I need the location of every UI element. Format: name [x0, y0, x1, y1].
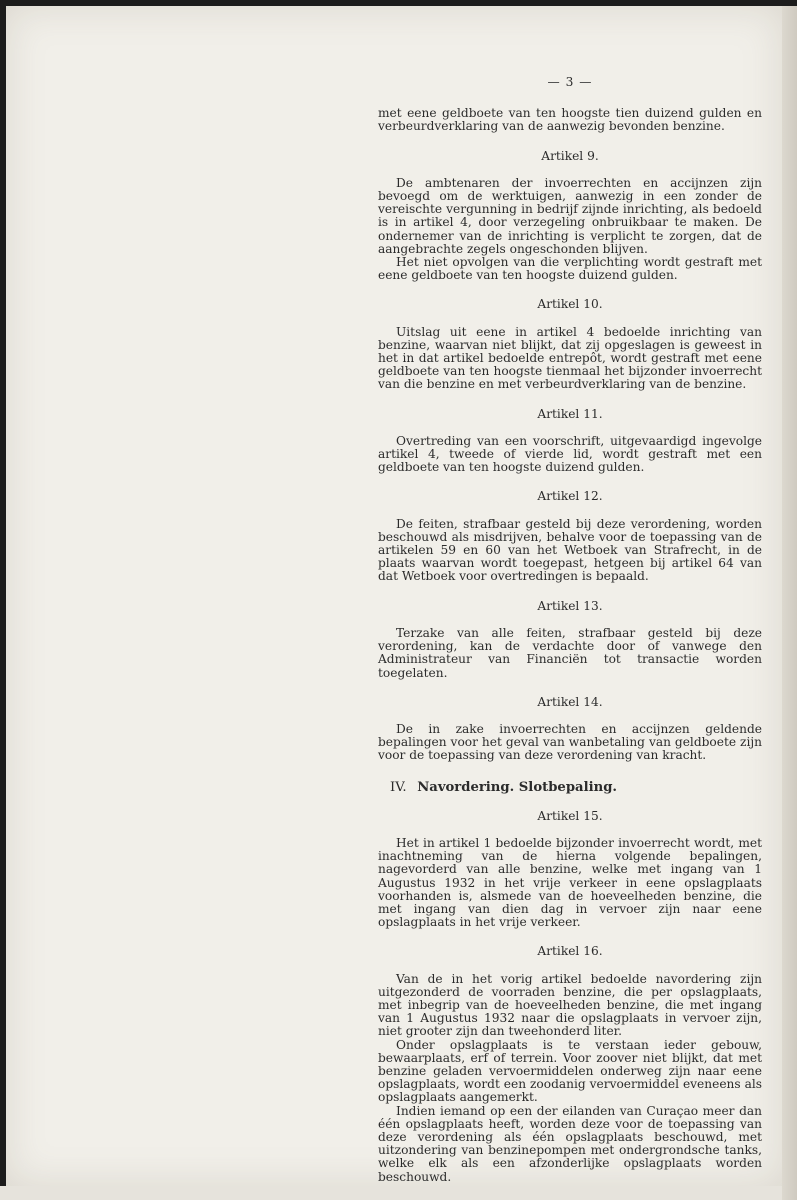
article-15-paragraph-1: Het in artikel 1 bedoelde bijzonder invoerrecht wordt, met inachtneming van de hierna volgende bepalingen, nagevorderd van alle benzine, welke met ingang van 1 Augustus 1932 in het vrije verkeer in eene opslagplaats voorhanden is, alsmede van de hoeveelheden benzine, die met ingang van dien dag in vervoer zijn naar eene opslagplaats in het vrije verkeer. [378, 835, 762, 930]
article-16-paragraph-3: Indien iemand op een der eilanden van Curaçao meer dan één opslagplaats heeft, worden deze voor de toepassing van deze verordening als één opslagplaats beschouwd, met uitzondering van benzinepompen met ondergrondsche tanks, welke elk als een afzonderlijke opslagplaats worden beschouwd. [378, 1103, 762, 1184]
article-14-paragraph-1: De in zake invoerrechten en accijnzen geldende bepalingen voor het geval van wanbetaling van geldboete zijn voor de toepassing van deze verordening van kracht. [378, 721, 762, 763]
text-column [378, 76, 762, 1184]
intro-paragraph: met eene geldboete van ten hoogste tien duizend gulden en verbeurdverklaring van de aanwezig bevonden benzine. [378, 106, 762, 134]
article-9-title: Artikel 9. [541, 148, 599, 163]
article-10-paragraph-1: Uitslag uit eene in artikel 4 bedoelde inrichting van benzine, waarvan niet blijkt, dat zij opgeslagen is geweest in het in dat artikel bedoelde entrepôt, wordt gestraft met eene geldboete van ten hoogste tienmaal het bijzonder invoerrecht van die benzine en met verbeurdverklaring van de benzine. [378, 324, 762, 392]
article-9-paragraph-1: De ambtenaren der invoerrechten en accijnzen zijn bevoegd om de werktuigen, aanwezig in een zonder de vereischte vergunning in bedrijf zijnde inrichting, als bedoeld is in artikel 4, door verzegeling onbruikbaar te maken. De ondernemer van de inrichting is verplicht te zorgen, dat de aangebrachte zegels ongeschonden blijven. [378, 175, 762, 256]
page-edge-bottom [0, 1186, 782, 1200]
article-13-title: Artikel 13. [537, 598, 603, 613]
article-11-paragraph-1: Overtreding van een voorschrift, uitgevaardigd ingevolge artikel 4, tweede of vierde lid, wordt gestraft met een geldboete van ten hoogste duizend gulden. [378, 433, 762, 475]
article-12-title: Artikel 12. [537, 489, 603, 504]
section-iv-number: IV. [390, 779, 407, 795]
article-9-paragraph-2: Het niet opvolgen van die verplichting wordt gestraft met eene geldboete van ten hoogste duizend gulden. [378, 255, 762, 283]
article-16-title: Artikel 16. [537, 944, 603, 959]
section-iv-title: Navordering. Slotbepaling. [417, 779, 618, 795]
article-14-title: Artikel 14. [537, 694, 603, 709]
article-11-title: Artikel 11. [537, 406, 603, 421]
article-16-paragraph-2: Onder opslagplaats is te verstaan ieder gebouw, bewaarplaats, erf of terrein. Voor zoover niet blijkt, dat met benzine geladen vervoermiddelen onderweg zijn naar eene opslagplaats, wordt een zoodanig vervoermiddel eveneens als opslagplaats aangemerkt. [378, 1037, 762, 1105]
page-edge-right [782, 6, 797, 1200]
article-16-paragraph-1: Van de in het vorig artikel bedoelde navordering zijn uitgezonderd de voorraden benzine, die per opslagplaats, met inbegrip van de hoeveelheden benzine, die met ingang van 1 Augustus 1932 naar die opslagplaats in vervoer zijn, niet grooter zijn dan tweehonderd liter. [378, 971, 762, 1039]
article-13-paragraph-1: Terzake van alle feiten, strafbaar gesteld bij deze verordening, kan de verdachte door of vanwege den Administrateur van Financiën tot transactie worden toegelaten. [378, 625, 762, 680]
page-number: — 3 — [547, 75, 593, 89]
article-10-title: Artikel 10. [537, 297, 603, 312]
article-15-title: Artikel 15. [537, 808, 603, 823]
section-iv-heading [378, 781, 762, 794]
article-12-paragraph-1: De feiten, strafbaar gesteld bij deze verordening, worden beschouwd als misdrijven, behalve voor de toepassing van de artikelen 59 en 60 van het Wetboek van Strafrecht, in de plaats waarvan wordt toegepast, hetgeen bij artikel 64 van dat Wetboek voor overtredingen is bepaald. [378, 516, 762, 584]
document-page [6, 6, 782, 1186]
